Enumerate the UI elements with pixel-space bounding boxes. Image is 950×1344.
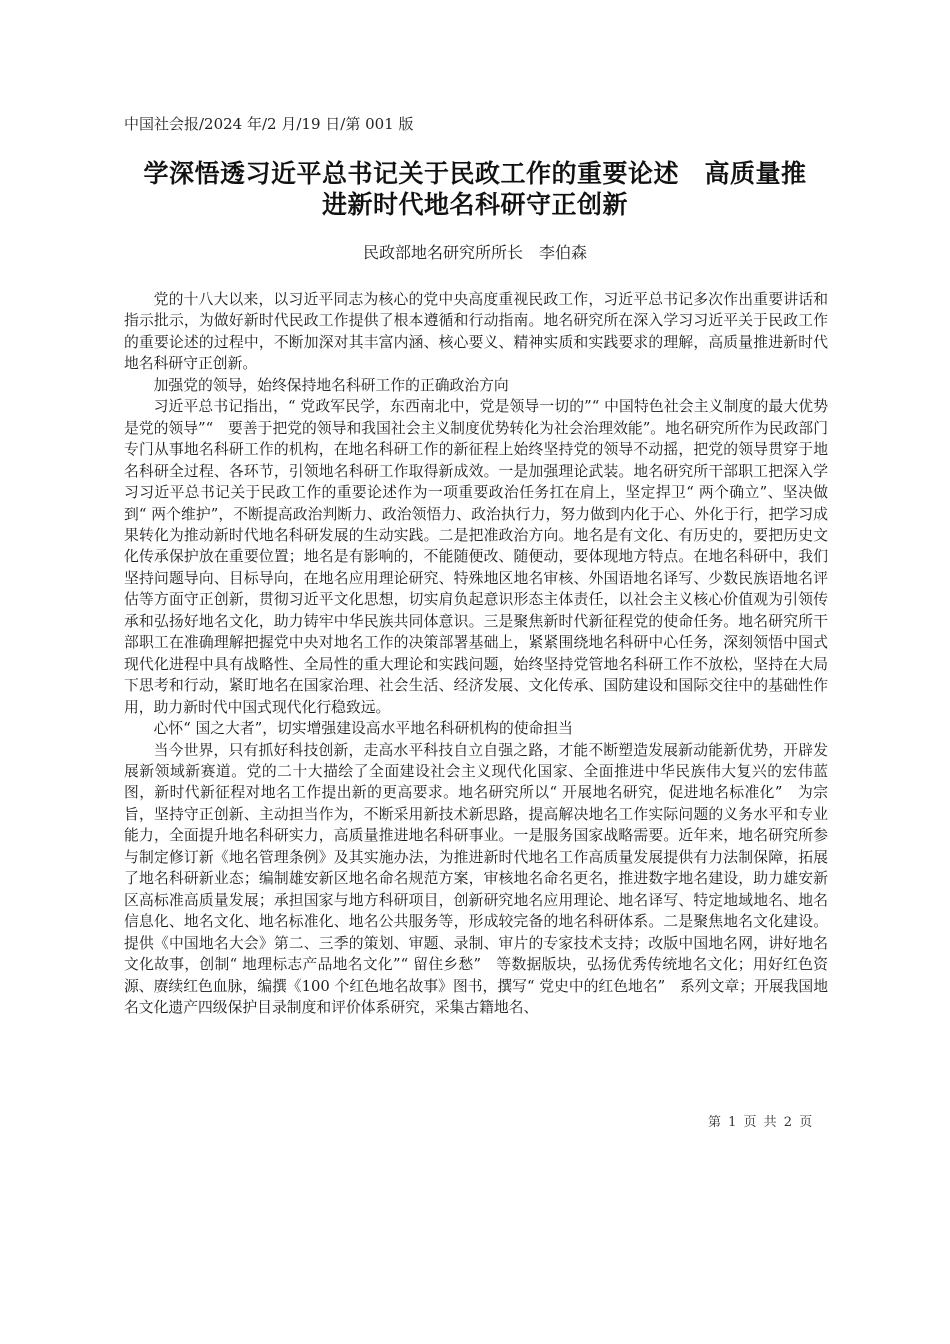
source-line: 中国社会报/2024 年/2 月/19 日/第 001 版 (124, 115, 414, 133)
paragraph-section-2: 当今世界，只有抓好科技创新，走高水平科技自立自强之路，才能不断塑造发展新动能新优势，开辟发展新领域新赛道。党的二十大描绘了全面建设社会主义现代化国家、全面推进中华民族伟大复兴的宏伟蓝图，新时代新征程对地名工作提出新的更高要求。地名研究所以“ 开展地名研究，促进地名标准化” 为宗旨，坚持守正创新、主动担当作为，不断采用新技术新思路，提高解决地名工作实际问题的义务水平和专业能力，全面提升地名科研实力，高质量推进地名科研事业。一是服务国家战略需要。近年来，地名研究所参与制定修订新《地名管理条例》及其实施办法，为推进新时代地名工作高质量发展提供有力法制保障，拓展了地名科研新业态；编制雄安新区地名命名规范方案，审核地名命名更名，推进数字地名建设，助力雄安新区高标准高质量发展；承担国家与地方科研项目，创新研究地名应用理论、地名译写、特定地域地名、地名信息化、地名文化、地名标准化、地名公共服务等，形成较完备的地名科研体系。二是聚焦地名文化建设。提供《中国地名大会》第二、三季的策划、审题、录制、审片的专家技术支持；改版中国地名网，讲好地名文化故事，创制“ 地理标志产品地名文化”“ 留住乡愁” 等数据版块，弘扬优秀传统地名文化；用好红色资源、赓续红色血脉，编撰《100 个红色地名故事》图书，撰写“ 党史中的红色地名” 系列文章；开展我国地名文化遗产四级保护目录制度和评价体系研究，采集古籍地名、 (124, 741, 828, 1016)
paragraph-intro: 党的十八大以来，以习近平同志为核心的党中央高度重视民政工作，习近平总书记多次作出重要讲话和指示批示，为做好新时代民政工作提供了根本遵循和行动指南。地名研究所在深入学习习近平关于民政工作的重要论述的过程中，不断加深对其丰富内涵、核心要义、精神实质和实践要求的理解，高质量推进新时代地名科研守正创新。 (124, 291, 828, 373)
title-line-2: 进新时代地名科研守正创新 (321, 190, 628, 219)
section-heading-2: 心怀“ 国之大者”，切实增强建设高水平地名科研机构的使命担当 (153, 720, 573, 738)
article-title (124, 158, 826, 220)
title-line-1: 学深悟透习近平总书记关于民政工作的重要论述 高质量推 (143, 159, 807, 188)
paragraph-section-1: 习近平总书记指出，“ 党政军民学，东西南北中，党是领导一切的”“ 中国特色社会主义制度的最大优势是党的领导”“ 要善于把党的领导和我国社会主义制度优势转化为社会治理效能”。地名研究所作为民政部门专门从事地名科研工作的机构，在地名科研工作的新征程上始终坚持党的领导不动摇，把党的领导贯穿于地名科研全过程、各环节，引领地名科研工作取得新成效。一是加强理论武装。地名研究所干部职工把深入学习习近平总书记关于民政工作的重要论述作为一项重要政治任务扛在肩上，坚定捍卫“ 两个确立”、坚决做到“ 两个维护”，不断提高政治判断力、政治领悟力、政治执行力，努力做到内化于心、外化于行，把学习成果转化为推动新时代地名科研发展的生动实践。二是把准政治方向。地名是有文化、有历史的，要把历史文化传承保护放在重要位置；地名是有影响的，不能随便改、随便动，要体现地方特点。在地名科研中，我们坚持问题导向、目标导向，在地名应用理论研究、特殊地区地名审核、外国语地名译写、少数民族语地名评估等方面守正创新，贯彻习近平文化思想，切实肩负起意识形态主体责任，以社会主义核心价值观为引领传承和弘扬好地名文化，助力铸牢中华民族共同体意识。三是聚焦新时代新征程党的使命任务。地名研究所干部职工在准确理解把握党中央对地名工作的决策部署基础上，紧紧围绕地名科研中心任务，深刻领悟中国式现代化进程中具有战略性、全局性的重大理论和实践问题，始终坚持党管地名科研工作不放松，坚持在大局下思考和行动，紧盯地名在国家治理、社会生活、经济发展、文化传承、国防建设和国际交往中的基础性作用，助力新时代中国式现代化行稳致远。 (124, 398, 828, 716)
article-body (124, 289, 828, 1018)
author-byline: 民政部地名研究所所长 李伯森 (362, 243, 587, 262)
page-number: 第 1 页 共 2 页 (708, 1115, 813, 1130)
section-heading-1: 加强党的领导，始终保持地名科研工作的正确政治方向 (153, 376, 509, 394)
